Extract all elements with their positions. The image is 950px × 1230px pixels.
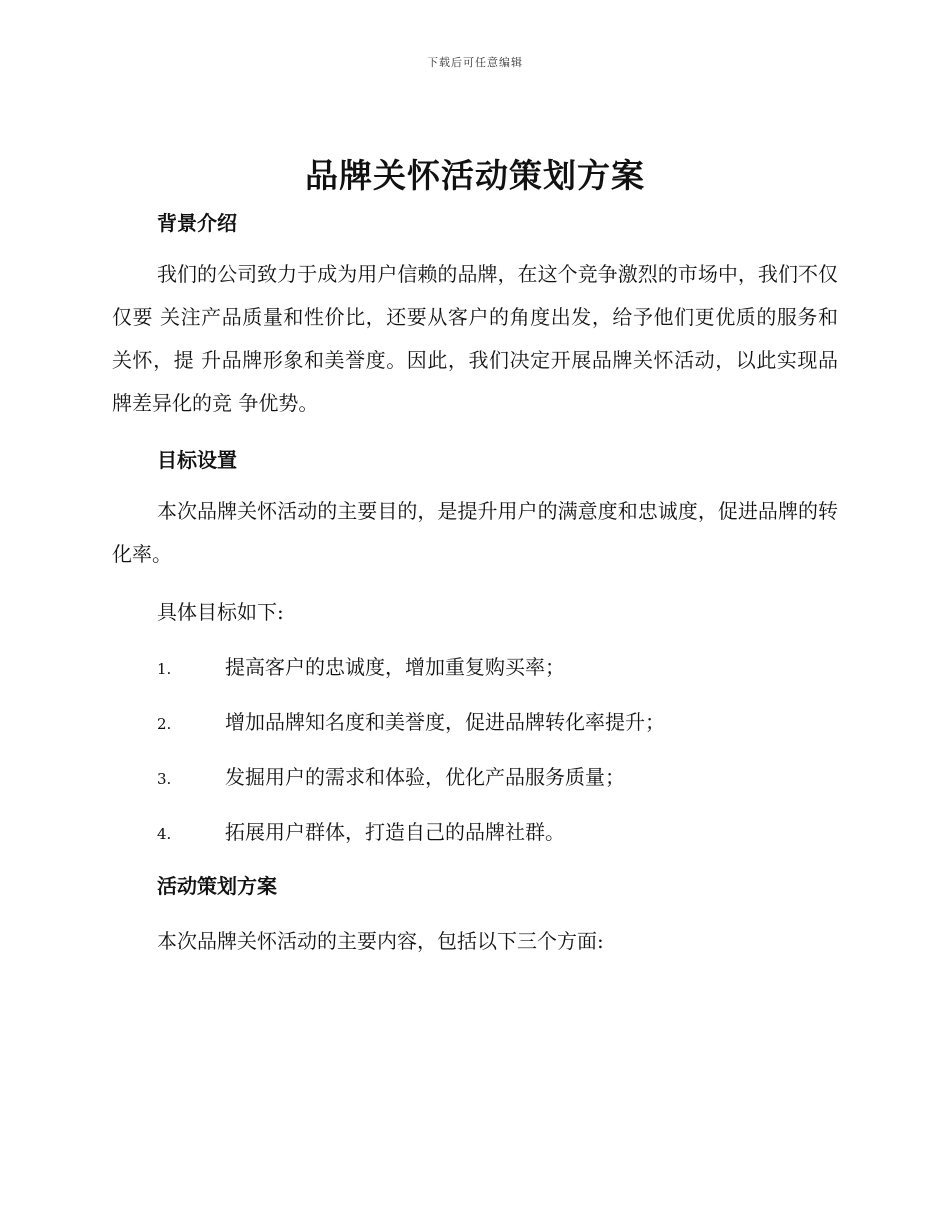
goal-list-item-1 <box>157 651 565 680</box>
goals-list-intro: 具体目标如下: <box>157 600 284 624</box>
section-heading-plan: 活动策划方案 <box>157 874 277 898</box>
list-item-number: 1. <box>157 660 172 678</box>
list-item-number: 2. <box>157 715 172 733</box>
list-item-text: 拓展用户群体，打造自己的品牌社群。 <box>225 820 565 844</box>
list-item-text: 提高客户的忠诚度，增加重复购买率； <box>225 655 565 679</box>
goals-paragraph: 本次品牌关怀活动的主要目的，是提升用户的满意度和忠诚度，促进品牌的转化率。 <box>112 499 838 566</box>
section-heading-goals: 目标设置 <box>157 448 237 472</box>
plan-intro: 本次品牌关怀活动的主要内容，包括以下三个方面: <box>157 929 604 953</box>
goal-list-item-4 <box>157 816 565 845</box>
goal-list-item-3 <box>157 761 625 790</box>
goal-list-item-2 <box>157 706 665 735</box>
list-item-text: 发掘用户的需求和体验，优化产品服务质量； <box>225 765 625 789</box>
list-item-text: 增加品牌知名度和美誉度，促进品牌转化率提升； <box>225 710 665 734</box>
section-heading-background: 背景介绍 <box>157 211 237 235</box>
page-header-note: 下载后可任意编辑 <box>427 56 523 69</box>
document-title: 品牌关怀活动策划方案 <box>305 156 645 195</box>
list-item-number: 3. <box>157 770 172 788</box>
background-paragraph: 我们的公司致力于成为用户信赖的品牌，在这个竞争激烈的市场中，我们不仅仅要 关注产品质量和性价比，还要从客户的角度出发，给予他们更优质的服务和关怀，提 升品牌形象和美誉度。因此，我们决定开展品牌关怀活动，以此实现品牌差异化的竞 争优势。 <box>112 262 838 415</box>
list-item-number: 4. <box>157 825 172 843</box>
